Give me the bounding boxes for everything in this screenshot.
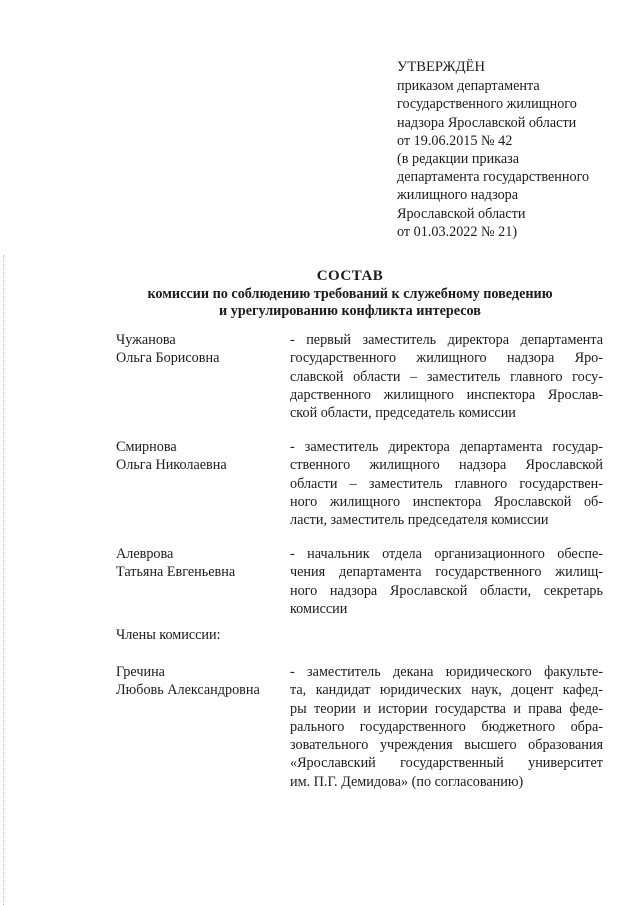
- role-line: ской области, председатель комиссии: [290, 405, 516, 422]
- approval-line: от 19.06.2015 № 42: [397, 132, 513, 149]
- person-given-names: Ольга Николаевна: [116, 457, 227, 474]
- person-given-names: Ольга Борисовна: [116, 350, 220, 367]
- member-role-grechina: [290, 663, 603, 791]
- document-subtitle-line: и урегулированию конфликта интересов: [219, 303, 481, 319]
- member-name-grechina: [116, 663, 286, 700]
- approval-line: приказом департамента: [397, 78, 540, 95]
- person-name-alevrova: [116, 545, 286, 582]
- role-line: государственного жилищного надзора Яро-: [290, 350, 603, 367]
- approval-title: УТВЕРЖДЁН: [397, 59, 485, 75]
- role-line: - заместитель директора департамента государ-: [290, 439, 603, 455]
- document-title: СОСТАВ: [316, 268, 384, 284]
- role-line: - первый заместитель директора департамента: [290, 332, 603, 348]
- role-line: зовательного учреждения высшего образования: [290, 737, 603, 754]
- role-line: дарственного жилищного инспектора Ярослав-: [290, 386, 603, 403]
- scan-margin-line: [3, 255, 5, 905]
- role-line: чения департамента государственного жилищ-: [290, 564, 603, 581]
- person-role-alevrova: [290, 545, 603, 618]
- role-line: ного надзора Ярославской области, секретарь: [290, 582, 603, 599]
- approval-line: Ярославской области: [397, 205, 526, 222]
- person-surname: Алеврова: [116, 546, 174, 562]
- document-heading: [100, 268, 600, 320]
- person-name-chuzhanova: [116, 331, 286, 368]
- role-line: - начальник отдела организационного обеспе-: [290, 546, 603, 562]
- person-role-chuzhanova: [290, 331, 603, 422]
- role-line: им. П.Г. Демидова» (по согласованию): [290, 773, 524, 790]
- role-line: рального государственного бюджетного обра-: [290, 718, 603, 735]
- role-line: та, кандидат юридических наук, доцент кафед-: [290, 682, 603, 699]
- approval-line: от 01.03.2022 № 21): [397, 223, 518, 240]
- approval-line: надзора Ярославской области: [397, 114, 577, 131]
- person-surname: Чужанова: [116, 332, 176, 348]
- person-given-names: Любовь Александровна: [116, 682, 260, 699]
- role-line: ного жилищного инспектора Ярославской об-: [290, 493, 603, 510]
- role-line: ры теории и истории государства и права феде-: [290, 700, 603, 717]
- approval-line: жилищного надзора: [397, 187, 519, 204]
- document-subtitle-line: комиссии по соблюдению требований к служебному поведению: [147, 286, 553, 302]
- role-line: ственного жилищного надзора Ярославской: [290, 457, 603, 474]
- role-line: комиссии: [290, 600, 348, 617]
- role-line: - заместитель декана юридического факульте-: [290, 664, 603, 680]
- person-surname: Смирнова: [116, 439, 177, 455]
- members-label: Члены комиссии:: [116, 627, 221, 643]
- approval-stamp: [397, 58, 627, 241]
- approval-line: государственного жилищного: [397, 96, 577, 113]
- person-name-smirnova: [116, 438, 286, 475]
- approval-line: департамента государственного: [397, 169, 590, 186]
- person-given-names: Татьяна Евгеньевна: [116, 564, 236, 581]
- role-line: славской области – заместитель главного госу-: [290, 368, 603, 385]
- role-line: ласти, заместитель председателя комиссии: [290, 512, 549, 529]
- person-role-smirnova: [290, 438, 603, 529]
- approval-line: (в редакции приказа: [397, 151, 520, 168]
- role-line: «Ярославский государственный университет: [290, 755, 603, 772]
- person-surname: Гречина: [116, 664, 165, 680]
- role-line: области – заместитель главного государствен-: [290, 475, 603, 492]
